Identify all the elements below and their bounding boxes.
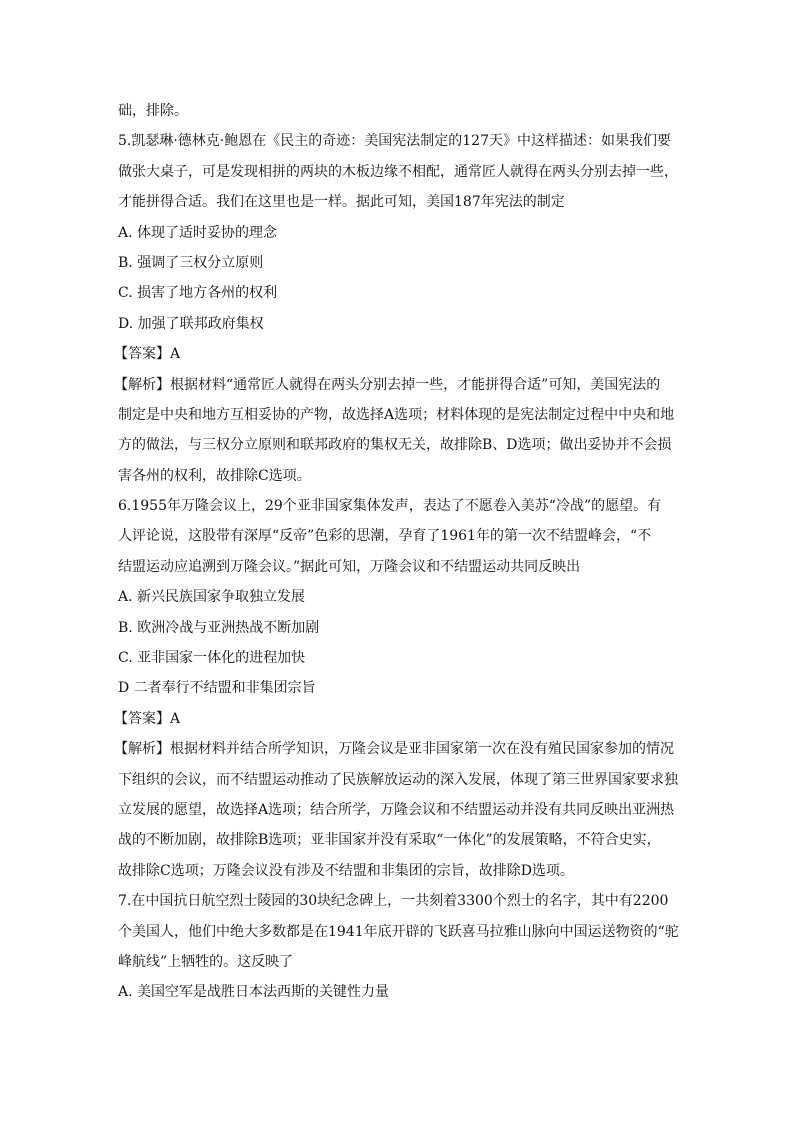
question-6-analysis: 【解析】根据材料并结合所学知识，万隆会议是亚非国家第一次在没有殖民国家参加的情况	[114, 741, 674, 758]
question-6-analysis: 故排除C选项；万隆会议没有涉及不结盟和非集团的宗旨，故排除D选项。	[118, 862, 574, 879]
question-6-analysis: 立发展的愿望，故选择A选项；结合所学，万隆会议和不结盟运动并没有共同反映出亚洲热	[118, 801, 675, 818]
question-6-option-a: A. 新兴民族国家争取独立发展	[118, 589, 306, 606]
question-6-analysis: 战的不断加剧，故排除B选项；亚非国家并没有采取“一体化”的发展策略，不符合史实，	[118, 832, 661, 849]
question-5-answer: 【答案】A	[114, 346, 181, 363]
question-5-option-d: D. 加强了联邦政府集权	[118, 315, 264, 332]
question-5-option-b: B. 强调了三权分立原则	[118, 254, 264, 271]
question-7-stem: 个美国人，他们中绝大多数都是在1941年底开辟的飞跃喜马拉雅山脉向中国运送物资的“驼	[118, 923, 679, 940]
question-5-stem: 5.凯瑟琳·德林克·鲍恩在《民主的奇迹：美国宪法制定的127天》中这样描述：如果我们要	[118, 133, 671, 150]
question-6-answer: 【答案】A	[114, 710, 181, 727]
question-6-stem: 人评论说，这股带有深厚“反帝”色彩的思潮，孕育了1961年的第一次不结盟峰会，“不	[118, 528, 652, 545]
question-5-analysis: 【解析】根据材料“通常匠人就得在两头分别去掉一些，才能拼得合适”可知，美国宪法的	[114, 376, 661, 393]
question-6-option-d: D 二者奉行不结盟和非集团宗旨	[118, 680, 316, 697]
question-5-stem: 才能拼得合适。我们在这里也是一样。据此可知，美国187年宪法的制定	[118, 194, 565, 211]
question-5-analysis: 害各州的权利，故排除C选项。	[118, 467, 311, 484]
question-6-stem: 结盟运动应追溯到万隆会议。”据此可知，万隆会议和不结盟运动共同反映出	[118, 558, 581, 575]
question-7-option-a: A. 美国空军是战胜日本法西斯的关键性力量	[118, 984, 390, 1001]
question-6-analysis: 下组织的会议，而不结盟运动推动了民族解放运动的深入发展，体现了第三世界国家要求独	[118, 771, 678, 788]
question-6-option-b: B. 欧洲冷战与亚洲热战不断加剧	[118, 619, 320, 636]
page-content	[114, 96, 682, 1008]
text-line-continuation: 础，排除。	[118, 103, 188, 119]
question-5-stem: 做张大桌子，可是发现相拼的两块的木板边缘不相配，通常匠人就得在两头分别去掉一些，	[118, 163, 678, 180]
question-5-option-a: A. 体现了适时妥协的理念	[118, 224, 278, 241]
question-6-option-c: C. 亚非国家一体化的进程加快	[118, 650, 306, 667]
question-7-stem: 7.在中国抗日航空烈士陵园的30块纪念碑上，一共刻着3300个烈士的名字，其中有2200	[118, 893, 669, 910]
question-6-stem: 6.1955年万隆会议上，29个亚非国家集体发声，表达了不愿卷入美苏“冷战”的愿望。有	[118, 498, 662, 515]
question-5-analysis: 制定是中央和地方互相妥协的产物，故选择A选项；材料体现的是宪法制定过程中中央和地	[118, 406, 675, 423]
question-7-stem: 峰航线”上牺牲的。这反映了	[118, 953, 294, 970]
question-5-option-c: C. 损害了地方各州的权利	[118, 285, 278, 302]
question-5-analysis: 方的做法，与三权分立原则和联邦政府的集权无关，故排除B、D选项；做出妥协并不会损	[118, 437, 672, 454]
